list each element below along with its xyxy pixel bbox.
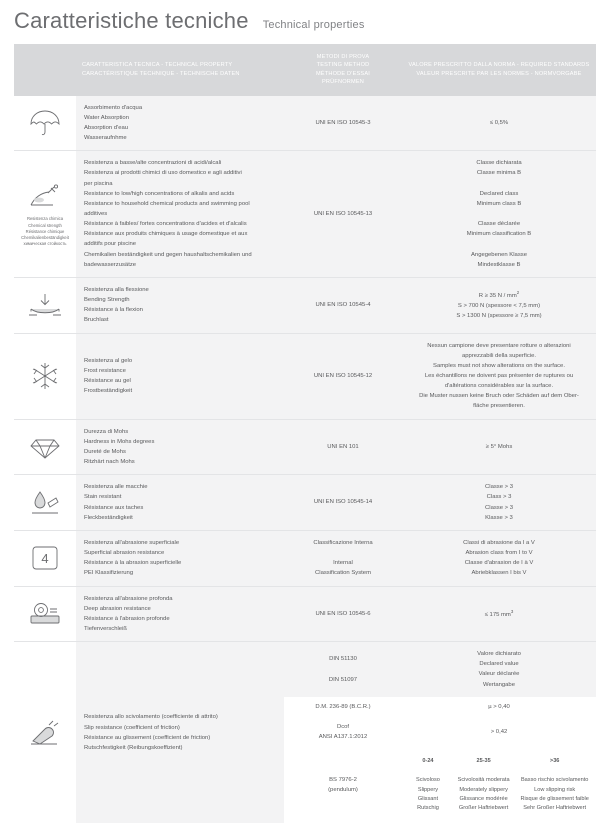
row-required [402, 530, 596, 586]
table-body [14, 96, 596, 823]
method-line: DIN 51097 [328, 676, 358, 683]
required-line: apprezzabili della superficie. [461, 352, 536, 359]
prop-line: Bending Strength [84, 297, 130, 304]
page-title [14, 0, 596, 44]
header-method-line2: TESTING METHOD [316, 62, 370, 69]
method-line: UNI EN ISO 10545-13 [313, 210, 373, 217]
prop-line: Bruchlast [84, 317, 109, 324]
required-line: ≤ 0,5% [489, 119, 509, 126]
required-line: Wertangabe [483, 681, 515, 688]
icon-label-l3: Résistance chimique [25, 228, 65, 234]
prop-line: Résistance au glissement (coefficient de friction) [84, 734, 211, 741]
row-required [402, 151, 596, 278]
row-required [402, 747, 596, 823]
row-required [402, 586, 596, 642]
required-line: Minimum class B [476, 200, 522, 207]
required-line: Declared class [479, 190, 519, 197]
row-required [402, 333, 596, 419]
table-row [14, 475, 596, 531]
row-required [402, 697, 596, 717]
prop-line: Hardness in Mohs degrees [84, 438, 155, 445]
pendulum-range: >36 [549, 758, 560, 765]
pendulum-range: 25-35 [476, 758, 491, 765]
required-line: Mindestklasse B [477, 261, 521, 268]
pendulum-desc-line: Scivolosità moderata [457, 777, 510, 784]
prop-line: Stain resistant [84, 494, 122, 501]
snowflake-icon [25, 359, 65, 393]
header-required-line1: VALORE PRESCRITTO DALLA NORMA - REQUIRED STANDARDS [408, 62, 590, 69]
svg-text:4: 4 [41, 551, 49, 567]
prop-line: PEI Klassifizierung [84, 570, 134, 577]
table-row [14, 419, 596, 475]
required-line: Die Muster nussen keine Bruch oder Schäden auf dem Ober- [419, 393, 579, 400]
icon-label-l1: Resistenza chimica [26, 216, 64, 222]
required-line: Valore dichiarato [477, 651, 521, 658]
pendulum-range: 0-24 [422, 758, 434, 765]
prop-line: Superficial abrasion resistance [84, 550, 165, 557]
title-sub: Technical properties [262, 19, 365, 31]
required-line: Classe > 3 [485, 484, 513, 491]
pendulum-desc-line: Scivoloso [415, 777, 440, 784]
prop-line: per piscina [84, 180, 113, 187]
table-header [14, 44, 596, 96]
pendulum-desc-line: Basso rischio scivolamento [520, 777, 589, 784]
row-property [76, 475, 284, 531]
row-property [76, 96, 284, 151]
pendulum-desc-line: Rutschig [417, 805, 439, 812]
header-property-line1: CARATTERISTICA TECNICA - TECHNICAL PROPERTY [82, 62, 233, 69]
prop-line: Frostbeständigkeit [84, 388, 133, 395]
method-line [290, 664, 396, 674]
prop-line: Wasseraufnhme [84, 135, 127, 142]
prop-line: Resistenza all'abrasione superficiale [84, 539, 180, 546]
header-method-line4: PRÜFNORMEN [321, 79, 365, 86]
row-method [284, 96, 402, 151]
title-main: Caratteristiche tecniche [14, 8, 249, 33]
required-line: Classe d'abrasion de I à V [464, 560, 534, 567]
prop-line: Résistance à l'abrasion profonde [84, 615, 170, 622]
pendulum-desc-line: Großer Haftriebwert [458, 805, 509, 812]
required-line: Abrasion class from I to V [465, 550, 533, 557]
row-property [76, 586, 284, 642]
required-line: Abriebklassen I bis V [471, 570, 527, 577]
required-line: Klasse > 3 [485, 514, 513, 521]
row-icon-cell [14, 419, 76, 475]
required-line: Angegebenen Klasse [470, 251, 527, 258]
table-row [14, 277, 596, 333]
method-line: Dcof [336, 723, 350, 730]
header-method-line1: METODI DI PROVA [316, 54, 370, 60]
row-property [76, 419, 284, 475]
prop-line: Fleckbeständigkeit [84, 514, 133, 521]
required-line: Classe minima B [476, 170, 522, 177]
header-method-line3: MÉTHODE D'ESSAI [315, 70, 371, 77]
method-line: Internal [333, 560, 353, 567]
pendulum-desc-line: Glissance modérée [459, 795, 508, 802]
required-line: fläche presentieren. [473, 403, 525, 410]
header-property-line2: CARACTÉRISTIQUE TECHNIQUE - TECHNISCHE DATEN [82, 70, 240, 77]
method-line: Classificazione Interna [313, 539, 373, 546]
prop-line: Résistance au gel [84, 378, 131, 385]
method-line: Classification System [315, 570, 371, 577]
prop-line: Resistenza alla flessione [84, 286, 149, 293]
row-required [402, 642, 596, 697]
row-method [284, 277, 402, 333]
row-method [284, 717, 402, 747]
required-line: Classe > 3 [485, 504, 513, 511]
prop-line: Résistance aux produits chimiques à usage domestique et aux [84, 231, 248, 238]
prop-line: Frost resistance [84, 367, 126, 374]
pendulum-desc [453, 771, 514, 818]
row-property [76, 530, 284, 586]
table-row [14, 151, 596, 278]
method-line: UNI EN 101 [327, 443, 359, 450]
method-line: UNI EN ISO 10545-3 [315, 119, 371, 126]
prop-line: Resistenza allo scivolamento (coefficiente di attrito) [84, 714, 218, 721]
icon-label-l5: химическая стойкость [23, 241, 67, 247]
required-line [408, 239, 590, 249]
prop-line: Deep abrasion resistance [84, 605, 151, 612]
row-required [402, 475, 596, 531]
row-method [284, 697, 402, 717]
pendulum-desc-line: Risque de glissement faible [520, 795, 589, 802]
prop-line: Dureté de Mohs [84, 448, 126, 455]
header-required-line2: VALEUR PRESCRITE PAR LES NORMES - NORMVORGABE [416, 70, 582, 77]
table-row [14, 96, 596, 151]
row-property [76, 277, 284, 333]
prop-line: Résistance à la flexion [84, 307, 143, 314]
pendulum-desc-line: Glissant [417, 795, 439, 802]
slip-resistance-icon [25, 716, 65, 750]
row-method [284, 530, 402, 586]
prop-line: Resistance to household chemical products and swimming pool [84, 200, 250, 207]
required-line: Les échantillons ne doivent pas présenter de ruptures ou [424, 373, 574, 379]
prop-line: Resistenza alle macchie [84, 484, 148, 491]
pendulum-desc-line: Sehr Großer Haftriebwert [523, 805, 587, 812]
required-line: > 0,42 [490, 728, 508, 735]
table-row [14, 586, 596, 642]
required-line: Classi di abrasione da I a V [463, 539, 535, 546]
prop-line: Assorbimento d'acqua [84, 104, 143, 111]
required-line: R ≥ 35 N / $mm^2$ [478, 290, 520, 299]
row-property [76, 333, 284, 419]
prop-line: Résistance à faibles/ fortes concentrations d'acides et d'alcalis [84, 221, 247, 228]
table-row [14, 333, 596, 419]
prop-line: additives [84, 210, 108, 217]
row-icon-cell [14, 586, 76, 642]
prop-line: Ritzhärt nach Mohs [84, 459, 135, 466]
row-method [284, 586, 402, 642]
method-line: UNI EN ISO 10545-4 [315, 302, 371, 309]
required-line: Minimum classification B [466, 231, 532, 238]
method-line: UNI EN ISO 10545-14 [313, 499, 373, 506]
required-line: Classe déclarée [477, 221, 521, 228]
deep-abrasion-icon [25, 597, 65, 631]
table-row [14, 530, 596, 586]
bending-strength-icon [25, 288, 65, 322]
row-icon-cell [14, 475, 76, 531]
header-method [284, 44, 402, 96]
header-required [402, 44, 596, 96]
required-line: d'altérations considérables sur la surface. [444, 383, 554, 390]
prop-line: Résistance à la abrasion superficielle [84, 560, 182, 567]
required-line [408, 179, 590, 189]
method-line: UNI EN ISO 10545-12 [313, 373, 373, 379]
prop-line: Resistance to low/high concentrations of alkalis and acids [84, 190, 235, 197]
method-line: ANSI A137.1:2012 [318, 734, 368, 741]
required-line: Nessun campione deve presentare rotture o alterazioni [427, 342, 571, 349]
prop-line: Resistenza all'abrasione profonda [84, 595, 173, 602]
pei-class-4-icon [25, 541, 65, 575]
pendulum-desc [403, 771, 453, 818]
row-property [76, 642, 284, 823]
prop-line: Resistenza a basse/alte concentrazioni di acidi/alcali [84, 160, 222, 167]
icon-label [16, 216, 74, 247]
stain-drop-icon [25, 486, 65, 520]
required-line: Valeur déclarée [478, 671, 520, 678]
prop-line: Resistenza al gelo [84, 357, 133, 364]
prop-line: Water Absorption [84, 114, 129, 121]
prop-line: Slip resistance (coefficient of friction) [84, 724, 180, 731]
method-line [290, 548, 396, 558]
header-icon-col [14, 44, 76, 96]
pendulum-desc [514, 771, 595, 818]
table-row [14, 642, 596, 697]
icon-label-l4: Chemikalienbeständigkeit [21, 235, 69, 241]
row-required [402, 717, 596, 747]
prop-line: Absorption d'eau [84, 124, 129, 131]
diamond-icon [25, 430, 65, 464]
pendulum-desc-line: Moderately slippery [459, 786, 508, 793]
row-required [402, 277, 596, 333]
row-required [402, 419, 596, 475]
row-property [76, 151, 284, 278]
header-property [76, 44, 284, 96]
row-icon-cell [14, 530, 76, 586]
prop-line: Tiefenverschleiß [84, 625, 127, 632]
prop-line: additifs pour piscine [84, 241, 137, 248]
required-line [408, 209, 590, 219]
chemical-flask-icon [25, 180, 65, 214]
prop-line: Resistenza ai prodotti chimici di uso domestico e agli additivi [84, 170, 242, 177]
method-line: DIN 51130 [329, 656, 357, 663]
required-line: Classe dichiarata [476, 160, 522, 167]
row-required [402, 96, 596, 151]
required-line: Class > 3 [486, 494, 512, 501]
prop-line: Durezza di Mohs [84, 428, 129, 435]
row-method [284, 419, 402, 475]
row-method [284, 151, 402, 278]
row-icon-cell [14, 333, 76, 419]
prop-line: Chemikalien beständigkeit und gegen haushaltschemikalien und [84, 251, 252, 258]
required-line: S > 1300 N (spessore ≥ 7,5 mm) [456, 313, 542, 320]
icon-label-l2: Chemical strength [28, 222, 62, 228]
row-method [284, 642, 402, 697]
required-line: µ > 0,40 [488, 703, 510, 710]
required-line: S > 700 N (spessore < 7,5 mm) [457, 303, 541, 310]
row-icon-cell [14, 277, 76, 333]
required-line: Samples must not show alterations on the surface. [433, 362, 565, 369]
prop-line: badewasserzusätze [84, 261, 137, 268]
prop-line: Rutschfestigkeit (Reibungskoeffizient) [84, 744, 183, 751]
method-line: D.M. 236-89 (B.C.R.) [315, 703, 371, 710]
required-line: Declared value [479, 661, 519, 668]
prop-line: Résistance aux taches [84, 504, 144, 511]
method-line: UNI EN ISO 10545-6 [315, 610, 371, 617]
pendulum-desc-line: Low slipping risk [534, 786, 576, 793]
pendulum-desc-line: Slippery [417, 786, 439, 793]
method-line: BS 7976-2 [329, 777, 357, 784]
row-icon-cell [14, 642, 76, 823]
umbrella-icon [25, 106, 65, 140]
row-icon-cell [14, 96, 76, 151]
row-icon-cell [14, 151, 76, 278]
row-method [284, 747, 402, 823]
row-method [284, 475, 402, 531]
method-line: (pendulum) [328, 787, 358, 794]
required-line: ≤ 175 $mm^3$ [484, 608, 514, 618]
row-method [284, 333, 402, 419]
technical-properties-table [14, 44, 596, 823]
required-line: ≥ 5° Mohs [485, 443, 513, 450]
pendulum-scale-table [403, 752, 595, 818]
